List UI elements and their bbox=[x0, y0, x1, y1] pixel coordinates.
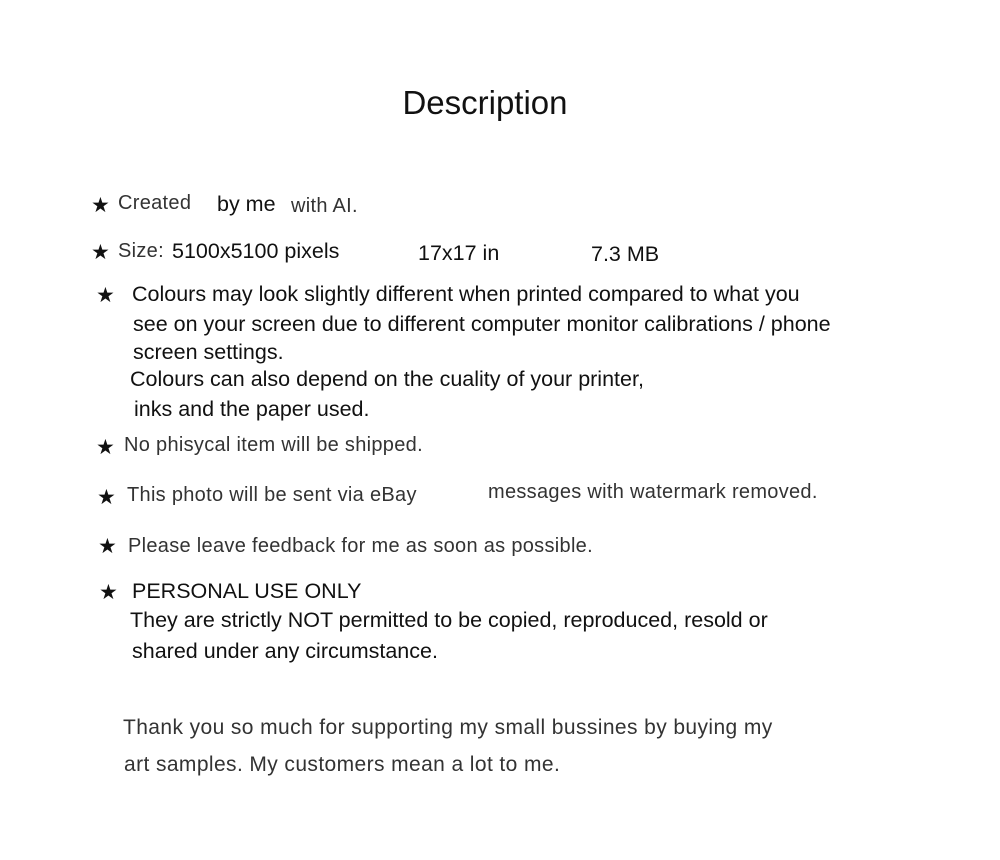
watermark-removed-text: messages with watermark removed. bbox=[488, 481, 818, 503]
colours-line-1: Colours may look slightly different when printed compared to what you bbox=[132, 282, 800, 306]
size-inches: 17x17 in bbox=[418, 241, 500, 265]
star-bullet-icon: ★ bbox=[96, 284, 115, 307]
no-physical-item-text: No phisycal item will be shipped. bbox=[124, 434, 423, 456]
star-bullet-icon: ★ bbox=[91, 241, 110, 264]
star-bullet-icon: ★ bbox=[96, 436, 115, 459]
size-label: Size: bbox=[118, 240, 164, 262]
star-bullet-icon: ★ bbox=[98, 535, 117, 558]
file-size: 7.3 MB bbox=[591, 242, 660, 266]
page-title: Description bbox=[402, 84, 568, 121]
colours-line-3: screen settings. bbox=[133, 340, 284, 364]
created-text: Created bbox=[118, 192, 192, 214]
size-pixels: 5100x5100 pixels bbox=[172, 239, 340, 263]
feedback-text: Please leave feedback for me as soon as possible. bbox=[128, 535, 593, 557]
by-me-text: by me bbox=[217, 192, 276, 216]
thanks-line-1: Thank you so much for supporting my small bussines by buying my bbox=[123, 716, 773, 739]
not-permitted-line-2: shared under any circumstance. bbox=[132, 639, 438, 663]
thanks-line-2: art samples. My customers mean a lot to me. bbox=[124, 753, 561, 776]
colours-line-2: see on your screen due to different computer monitor calibrations / phone bbox=[133, 312, 831, 336]
not-permitted-line-1: They are strictly NOT permitted to be copied, reproduced, resold or bbox=[130, 608, 768, 632]
colours-line-5: inks and the paper used. bbox=[134, 397, 370, 421]
personal-use-heading: PERSONAL USE ONLY bbox=[132, 579, 362, 603]
star-bullet-icon: ★ bbox=[99, 581, 118, 604]
star-bullet-icon: ★ bbox=[97, 486, 116, 509]
with-ai-text: with AI. bbox=[291, 195, 358, 217]
colours-line-4: Colours can also depend on the cuality of your printer, bbox=[130, 367, 644, 391]
sent-via-ebay-text: This photo will be sent via eBay bbox=[127, 484, 417, 506]
star-bullet-icon: ★ bbox=[91, 194, 110, 217]
